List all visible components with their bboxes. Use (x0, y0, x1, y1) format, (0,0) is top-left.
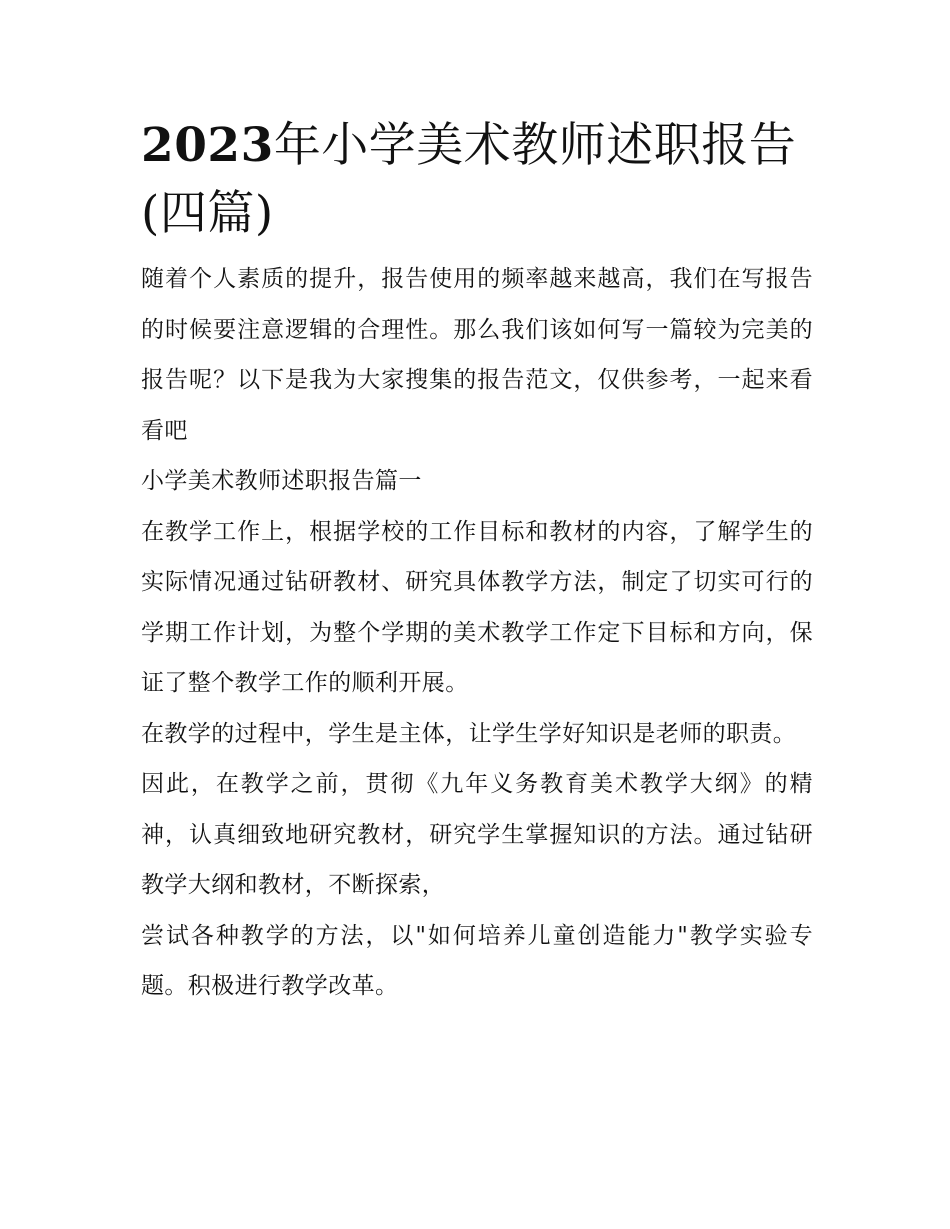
document-body (141, 112, 813, 1012)
body-paragraph: 在教学的过程中，学生是主体，让学生学好知识是老师的职责。 (141, 720, 797, 747)
section-heading: 小学美术教师述职报告篇一 (141, 468, 422, 494)
body-paragraph: 尝试各种教学的方法，以"如何培养儿童创造能力"教学实验专题。积极进行教学改革。 (141, 922, 813, 999)
body-paragraph: 因此，在教学之前，贯彻《九年义务教育美术教学大纲》的精神，认真细致地研究教材，研究学生掌握知识的方法。通过钻研教学大纲和教材，不断探索， (141, 771, 813, 898)
document-title (141, 112, 813, 248)
title-year: 2023 (141, 118, 274, 173)
title-text: 年小学美术教师述职报告(四篇) (141, 118, 797, 241)
body-paragraph: 在教学工作上，根据学校的工作目标和教材的内容，了解学生的实际情况通过钻研教材、研究具体教学方法，制定了切实可行的学期工作计划，为整个学期的美术教学工作定下目标和方向，保证了整个教学工作的顺利开展。 (141, 518, 813, 696)
intro-paragraph: 随着个人素质的提升，报告使用的频率越来越高，我们在写报告的时候要注意逻辑的合理性。那么我们该如何写一篇较为完美的报告呢？以下是我为大家搜集的报告范文，仅供参考，一起来看看吧 (141, 266, 813, 444)
